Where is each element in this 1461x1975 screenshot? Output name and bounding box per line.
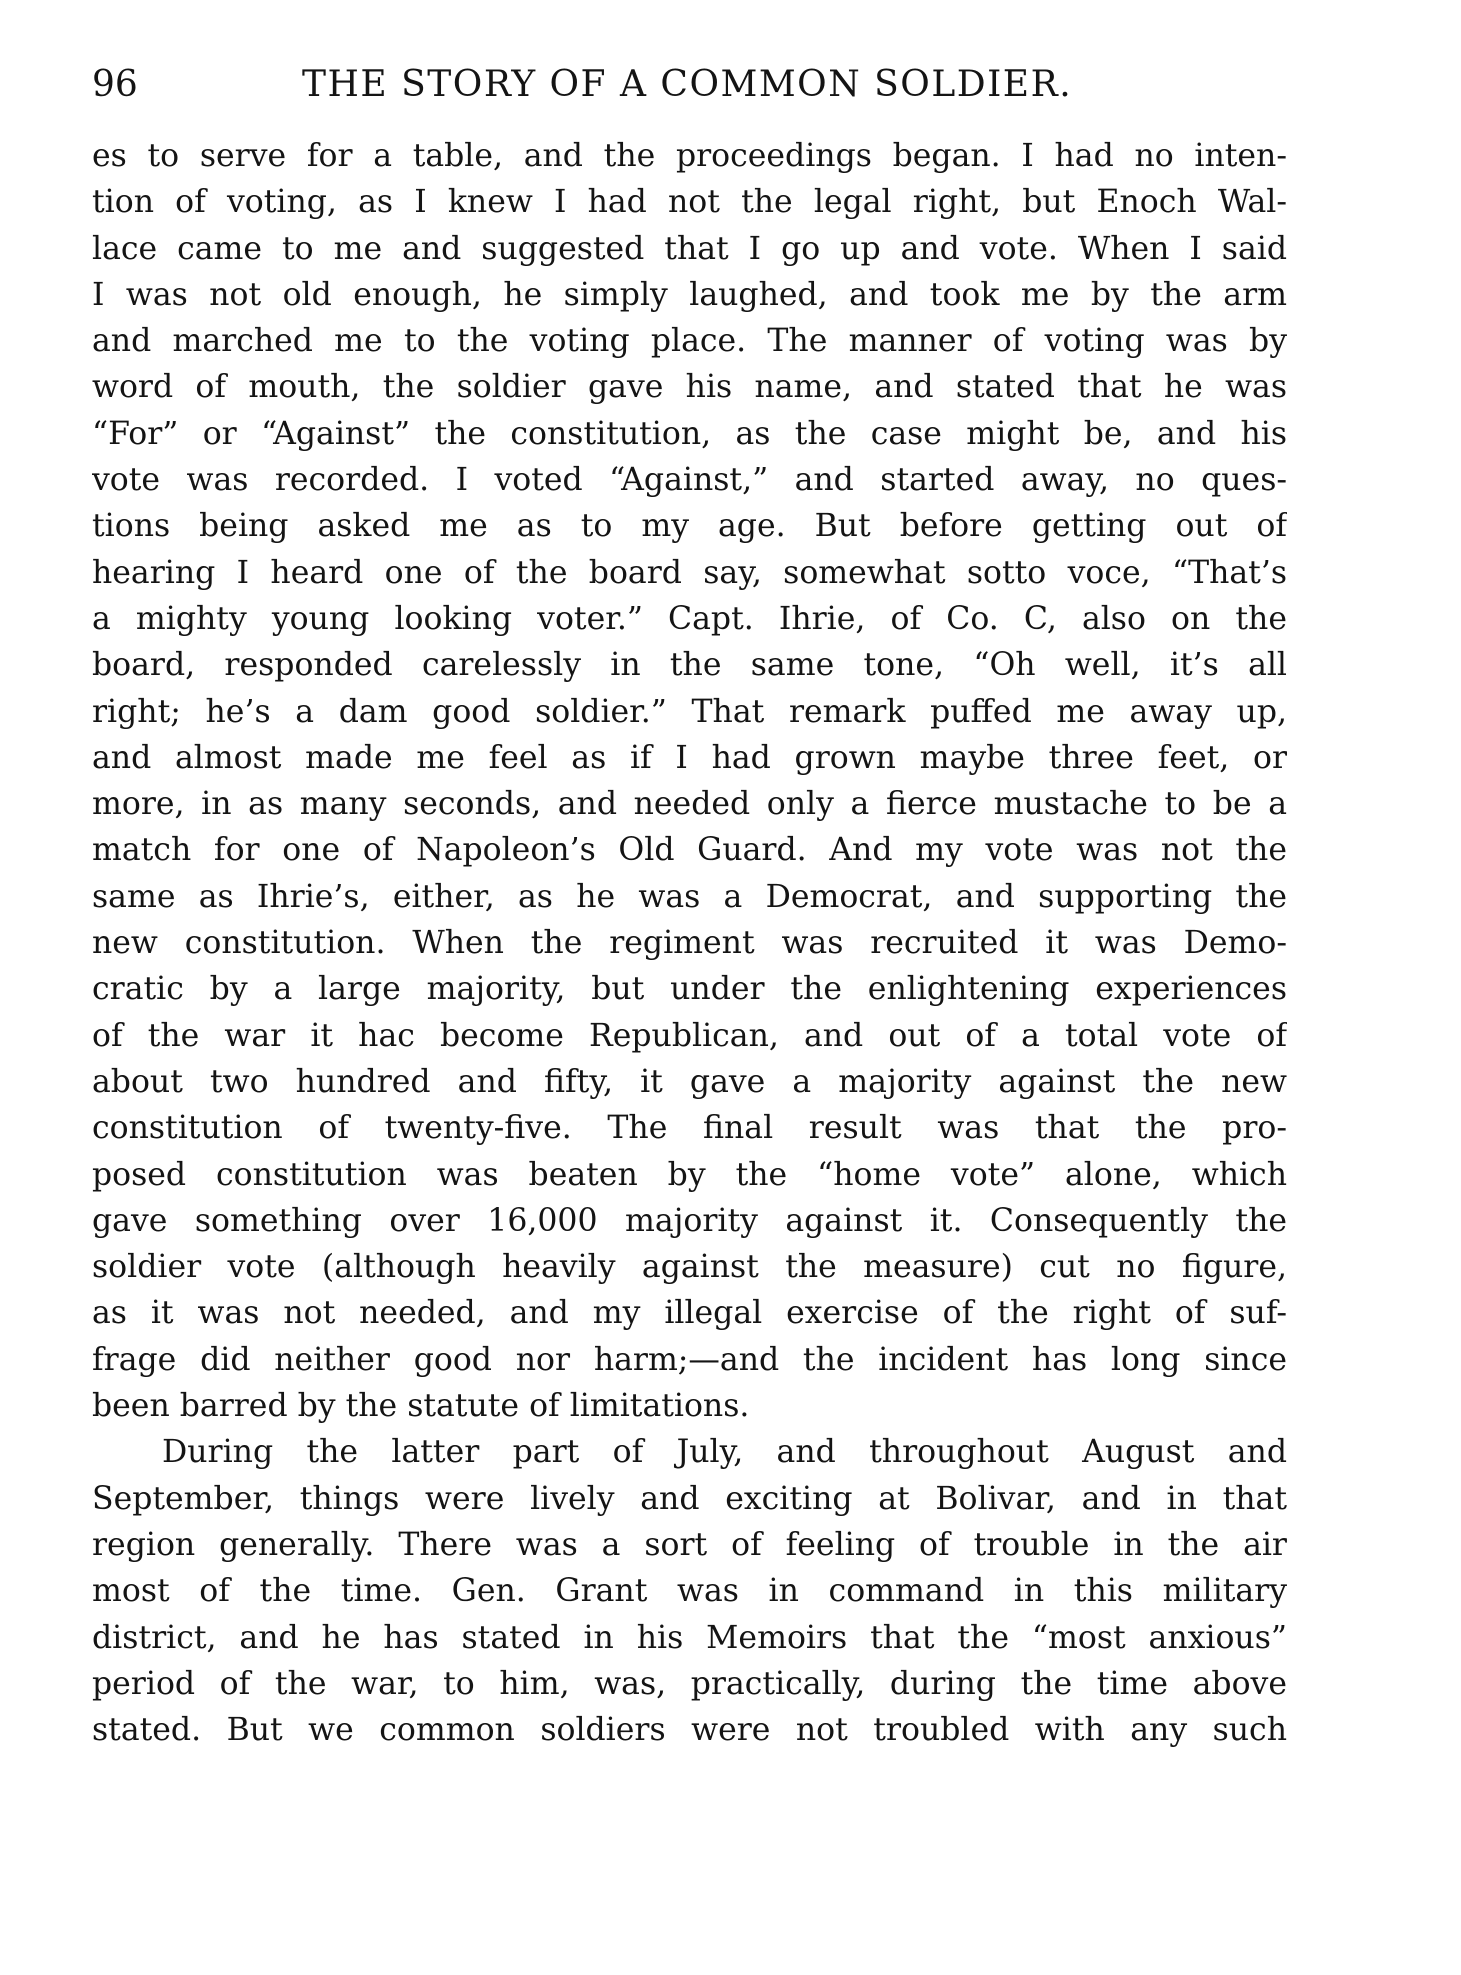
- text-line: During the latter part of July, and throughout August and: [162, 1434, 1287, 1471]
- text-line: stated. But we common soldiers were not troubled with any such: [92, 1712, 1287, 1749]
- text-line: frage did neither good nor harm;—and the incident has long since: [92, 1341, 1287, 1378]
- text-line: and marched me to the voting place. The manner of voting was by: [92, 323, 1287, 360]
- running-header: [92, 60, 1287, 110]
- text-line: hearing I heard one of the board say, somewhat sotto voce, “That’s: [92, 554, 1287, 591]
- text-line: vote was recorded. I voted “Against,” and started away, no ques-: [92, 462, 1287, 499]
- paragraph-2: [92, 1429, 1287, 1753]
- text-line: cratic by a large majority, but under the enlightening experiences: [92, 971, 1287, 1008]
- body-text: [92, 133, 1287, 1753]
- text-line: es to serve for a table, and the proceedings began. I had no inten-: [92, 138, 1287, 174]
- book-title-header: THE STORY OF A COMMON SOLDIER.: [302, 64, 1073, 105]
- text-line: word of mouth, the soldier gave his name, and stated that he was: [92, 369, 1287, 406]
- text-line: most of the time. Gen. Grant was in command in this military: [92, 1573, 1287, 1610]
- page-number: 96: [92, 64, 138, 105]
- text-line: soldier vote (although heavily against the measure) cut no figure,: [92, 1249, 1287, 1286]
- text-line: constitution of twenty-five. The final result was that the pro-: [92, 1110, 1287, 1147]
- text-line: I was not old enough, he simply laughed, and took me by the arm: [92, 276, 1287, 313]
- text-line: been barred by the statute of limitations.: [92, 1388, 750, 1425]
- text-line: and almost made me feel as if I had grown maybe three feet, or: [92, 739, 1287, 776]
- text-line: period of the war, to him, was, practically, during the time above: [92, 1665, 1287, 1702]
- text-line: gave something over 16,000 majority against it. Consequently the: [92, 1202, 1287, 1239]
- text-line: new constitution. When the regiment was recruited it was Demo-: [92, 925, 1287, 962]
- text-line: posed constitution was beaten by the “home vote” alone, which: [92, 1156, 1287, 1193]
- text-line: “For” or “Against” the constitution, as the case might be, and his: [92, 415, 1287, 452]
- text-line: region generally. There was a sort of feeling of trouble in the air: [92, 1526, 1287, 1563]
- text-line: match for one of Napoleon’s Old Guard. And my vote was not the: [92, 832, 1287, 869]
- text-line: board, responded carelessly in the same tone, “Oh well, it’s all: [92, 647, 1287, 684]
- text-line: lace came to me and suggested that I go up and vote. When I said: [92, 230, 1287, 267]
- text-line: a mighty young looking voter.” Capt. Ihrie, of Co. C, also on the: [92, 600, 1287, 637]
- text-line: same as Ihrie’s, either, as he was a Democrat, and supporting the: [92, 878, 1287, 915]
- text-line: September, things were lively and exciting at Bolivar, and in that: [92, 1480, 1287, 1517]
- text-line: more, in as many seconds, and needed only a fierce mustache to be a: [92, 786, 1287, 823]
- text-line: district, and he has stated in his Memoirs that the “most anxious”: [92, 1619, 1287, 1656]
- paragraph-1: [92, 133, 1287, 1429]
- text-line: right; he’s a dam good soldier.” That remark puffed me away up,: [92, 693, 1287, 730]
- text-line: tions being asked me as to my age. But before getting out of: [92, 508, 1287, 545]
- text-line: about two hundred and fifty, it gave a majority against the new: [92, 1063, 1287, 1100]
- text-line: tion of voting, as I knew I had not the legal right, but Enoch Wal-: [92, 184, 1287, 221]
- text-line: as it was not needed, and my illegal exercise of the right of suf-: [92, 1295, 1287, 1332]
- text-line: of the war it hac become Republican, and out of a total vote of: [92, 1017, 1287, 1054]
